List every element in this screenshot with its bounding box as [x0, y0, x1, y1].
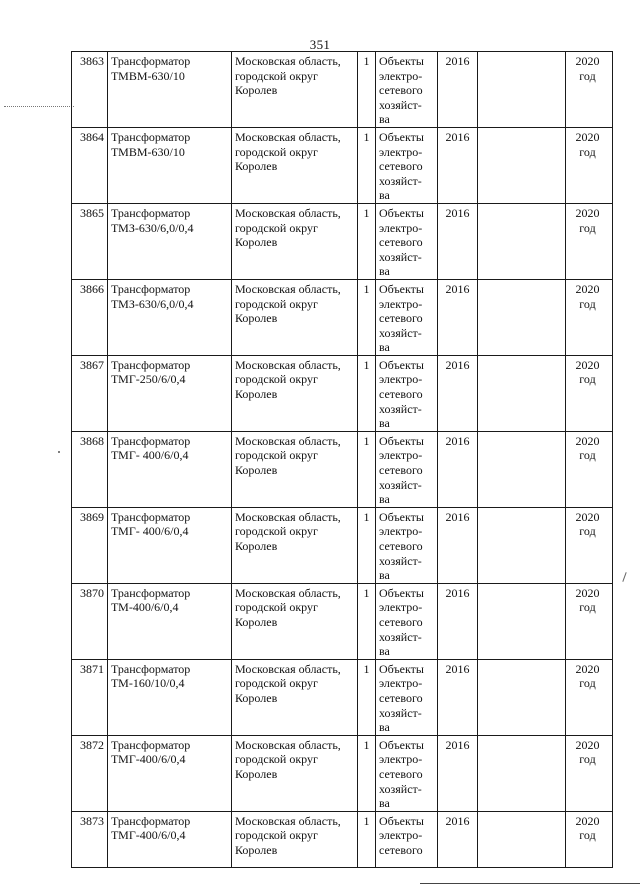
end-year-line: год: [579, 144, 596, 159]
end-year-line: год: [579, 828, 596, 843]
category-cell-line: ва: [379, 416, 390, 431]
empty-cell: [478, 127, 566, 203]
location-cell-line: городской округ: [235, 144, 318, 159]
category-cell: [376, 203, 438, 279]
equipment-name-cell: [108, 355, 232, 431]
equipment-name-cell: [108, 431, 232, 507]
location-cell-line: Королев: [235, 614, 278, 629]
location-cell-line: Королев: [235, 463, 278, 478]
location-cell: [232, 203, 358, 279]
equipment-name-cell-line: Трансформатор: [111, 357, 191, 372]
equipment-name-cell-line: Трансформатор: [111, 509, 191, 524]
location-cell-line: Московская область,: [235, 54, 341, 68]
location-cell-line: городской округ: [235, 68, 318, 83]
category-cell: [376, 583, 438, 659]
category-cell-line: Объекты: [379, 205, 424, 220]
row-number-cell: 3866: [72, 279, 108, 355]
category-cell-line: хозяйст-: [379, 249, 422, 264]
location-cell: [232, 279, 358, 355]
category-cell: [376, 52, 438, 128]
category-cell-line: ва: [379, 720, 390, 735]
category-cell-line: сетевого: [379, 463, 423, 478]
end-year-cell: [566, 203, 613, 279]
year-cell: 2016: [438, 659, 478, 735]
equipment-name-cell: [108, 507, 232, 583]
table-row: [72, 735, 613, 811]
quantity-cell: 1: [358, 355, 376, 431]
equipment-name-cell-line: Трансформатор: [111, 205, 191, 220]
location-cell-line: Королев: [235, 83, 278, 98]
end-year-block: [569, 510, 606, 539]
row-number-cell: 3864: [72, 127, 108, 203]
end-year-line: 2020: [575, 433, 600, 448]
category-cell-line: хозяйст-: [379, 705, 422, 720]
equipment-name-cell-line: ТМГ- 400/6/0,4: [111, 448, 189, 463]
equipment-name-cell-line: Трансформатор: [111, 54, 191, 68]
category-cell: [376, 507, 438, 583]
quantity-cell: 1: [358, 279, 376, 355]
location-cell-line: Московская область,: [235, 509, 341, 524]
category-cell-line: Объекты: [379, 509, 424, 524]
category-cell-line: Объекты: [379, 661, 424, 676]
location-cell-line: Московская область,: [235, 129, 341, 144]
equipment-name-cell-line: ТМ-160/10/0,4: [111, 676, 185, 691]
equipment-name-cell: [108, 735, 232, 811]
year-cell: 2016: [438, 811, 478, 867]
equipment-name-cell-line: Трансформатор: [111, 661, 191, 676]
table-row: [72, 203, 613, 279]
category-cell-line: Объекты: [379, 129, 424, 144]
location-cell-line: городской округ: [235, 220, 318, 235]
category-cell-line: электро-: [379, 524, 423, 539]
category-cell-line: Объекты: [379, 54, 424, 68]
location-cell-line: Королев: [235, 690, 278, 705]
location-cell: [232, 735, 358, 811]
quantity-cell: 1: [358, 811, 376, 867]
end-year-line: год: [579, 752, 596, 767]
table-body: [72, 52, 613, 868]
equipment-name-cell: [108, 279, 232, 355]
end-year-line: 2020: [575, 205, 600, 220]
category-cell-line: сетевого: [379, 83, 423, 98]
category-cell-line: электро-: [379, 296, 423, 311]
equipment-name-cell-line: Трансформатор: [111, 737, 191, 752]
quantity-cell: 1: [358, 431, 376, 507]
category-cell-line: сетевого: [379, 766, 423, 781]
equipment-name-cell-line: Трансформатор: [111, 129, 191, 144]
year-cell: 2016: [438, 52, 478, 128]
location-cell: [232, 583, 358, 659]
equipment-name-cell-line: ТМГ-400/6/0,4: [111, 828, 186, 843]
location-cell-line: городской округ: [235, 296, 318, 311]
end-year-line: 2020: [575, 813, 600, 828]
equipment-name-cell-line: ТМЗ-630/6,0/0,4: [111, 220, 194, 235]
empty-cell: [478, 811, 566, 867]
equipment-name-cell: [108, 583, 232, 659]
end-year-block: [569, 282, 606, 311]
category-cell-line: сетевого: [379, 539, 423, 553]
category-cell-line: хозяйст-: [379, 173, 422, 188]
location-cell-line: городской округ: [235, 524, 318, 539]
end-year-line: 2020: [575, 661, 600, 676]
location-cell: [232, 52, 358, 128]
year-cell: 2016: [438, 583, 478, 659]
end-year-block: [569, 130, 606, 159]
end-year-line: год: [579, 524, 596, 539]
category-cell-line: сетевого: [379, 235, 423, 250]
empty-cell: [478, 203, 566, 279]
category-cell: [376, 355, 438, 431]
category-cell-line: ва: [379, 492, 390, 507]
end-year-cell: [566, 431, 613, 507]
category-cell-line: ва: [379, 644, 390, 659]
table-row: [72, 355, 613, 431]
location-cell-line: Московская область,: [235, 661, 341, 676]
table-row: [72, 52, 613, 128]
equipment-name-cell-line: Трансформатор: [111, 433, 191, 448]
category-cell-line: электро-: [379, 144, 423, 159]
location-cell-line: Московская область,: [235, 205, 341, 220]
category-cell-line: сетевого: [379, 842, 423, 857]
asset-register-table: [71, 51, 613, 868]
end-year-cell: [566, 659, 613, 735]
equipment-name-cell: [108, 127, 232, 203]
row-number-cell: 3873: [72, 811, 108, 867]
scan-artifact-bottom-line: [420, 883, 640, 884]
category-cell-line: хозяйст-: [379, 553, 422, 568]
category-cell-line: Объекты: [379, 737, 424, 752]
location-cell-line: Королев: [235, 766, 278, 781]
location-cell-line: Московская область,: [235, 585, 341, 600]
location-cell-line: Королев: [235, 842, 278, 857]
location-cell-line: Московская область,: [235, 737, 341, 752]
location-cell-line: городской округ: [235, 828, 318, 843]
category-cell: [376, 811, 438, 867]
category-cell-line: сетевого: [379, 311, 423, 326]
location-cell-line: Московская область,: [235, 433, 341, 448]
end-year-cell: [566, 279, 613, 355]
equipment-name-cell-line: Трансформатор: [111, 585, 191, 600]
end-year-block: [569, 434, 606, 463]
row-number-cell: 3872: [72, 735, 108, 811]
equipment-name-cell-line: ТМЗ-630/6,0/0,4: [111, 296, 194, 311]
category-cell-line: Объекты: [379, 585, 424, 600]
category-cell-line: Объекты: [379, 281, 424, 296]
category-cell-line: Объекты: [379, 813, 424, 828]
category-cell: [376, 659, 438, 735]
category-cell-line: хозяйст-: [379, 325, 422, 340]
scan-artifact-tick: [622, 572, 626, 582]
equipment-name-cell-line: ТМ-400/6/0,4: [111, 600, 179, 615]
location-cell: [232, 431, 358, 507]
empty-cell: [478, 507, 566, 583]
equipment-name-cell-line: Трансформатор: [111, 813, 191, 828]
end-year-line: год: [579, 448, 596, 463]
location-cell-line: Московская область,: [235, 281, 341, 296]
row-number-cell: 3869: [72, 507, 108, 583]
end-year-block: [569, 662, 606, 691]
location-cell: [232, 127, 358, 203]
equipment-name-cell: [108, 203, 232, 279]
scan-artifact-dot: [58, 451, 60, 453]
location-cell-line: Королев: [235, 539, 278, 553]
year-cell: 2016: [438, 203, 478, 279]
location-cell-line: Московская область,: [235, 357, 341, 372]
category-cell-line: хозяйст-: [379, 781, 422, 796]
row-number-cell: 3863: [72, 52, 108, 128]
row-number-cell: 3870: [72, 583, 108, 659]
category-cell-line: хозяйст-: [379, 97, 422, 112]
equipment-name-cell-line: Трансформатор: [111, 281, 191, 296]
end-year-line: год: [579, 220, 596, 235]
end-year-block: [569, 738, 606, 767]
end-year-line: год: [579, 68, 596, 83]
category-cell-line: сетевого: [379, 387, 423, 402]
category-cell-line: ва: [379, 340, 390, 355]
table-row: [72, 583, 613, 659]
quantity-cell: 1: [358, 735, 376, 811]
end-year-line: год: [579, 676, 596, 691]
category-cell-line: ва: [379, 188, 390, 203]
end-year-cell: [566, 735, 613, 811]
location-cell: [232, 811, 358, 867]
end-year-line: 2020: [575, 129, 600, 144]
empty-cell: [478, 52, 566, 128]
table-row: [72, 659, 613, 735]
category-cell: [376, 279, 438, 355]
category-cell-line: сетевого: [379, 614, 423, 629]
end-year-block: [569, 358, 606, 387]
year-cell: 2016: [438, 127, 478, 203]
table-row: [72, 507, 613, 583]
empty-cell: [478, 735, 566, 811]
category-cell-line: электро-: [379, 372, 423, 387]
end-year-block: [569, 54, 606, 83]
equipment-name-cell-line: ТМГ- 400/6/0,4: [111, 524, 189, 539]
end-year-block: [569, 206, 606, 235]
category-cell-line: хозяйст-: [379, 401, 422, 416]
row-number-cell: 3868: [72, 431, 108, 507]
scan-artifact-line: [4, 106, 74, 109]
end-year-line: 2020: [575, 357, 600, 372]
equipment-name-cell-line: ТМГ-400/6/0,4: [111, 752, 186, 767]
page-number: 351: [309, 37, 331, 52]
location-cell-line: городской округ: [235, 600, 318, 615]
end-year-cell: [566, 583, 613, 659]
category-cell-line: хозяйст-: [379, 477, 422, 492]
category-cell-line: электро-: [379, 828, 423, 843]
quantity-cell: 1: [358, 507, 376, 583]
empty-cell: [478, 431, 566, 507]
empty-cell: [478, 279, 566, 355]
quantity-cell: 1: [358, 127, 376, 203]
empty-cell: [478, 355, 566, 431]
category-cell-line: ва: [379, 264, 390, 279]
end-year-block: [569, 814, 606, 843]
end-year-line: 2020: [575, 281, 600, 296]
end-year-line: 2020: [575, 54, 600, 68]
row-number-cell: 3865: [72, 203, 108, 279]
quantity-cell: 1: [358, 659, 376, 735]
location-cell-line: Московская область,: [235, 813, 341, 828]
category-cell-line: Объекты: [379, 357, 424, 372]
category-cell: [376, 127, 438, 203]
equipment-name-cell-line: ТМВМ-630/10: [111, 68, 185, 83]
location-cell: [232, 355, 358, 431]
category-cell-line: ва: [379, 796, 390, 811]
end-year-cell: [566, 811, 613, 867]
empty-cell: [478, 659, 566, 735]
category-cell-line: сетевого: [379, 690, 423, 705]
quantity-cell: 1: [358, 203, 376, 279]
category-cell-line: электро-: [379, 68, 423, 83]
location-cell: [232, 659, 358, 735]
category-cell: [376, 431, 438, 507]
category-cell-line: сетевого: [379, 159, 423, 174]
equipment-name-cell: [108, 659, 232, 735]
equipment-name-cell-line: ТМГ-250/6/0,4: [111, 372, 186, 387]
location-cell-line: городской округ: [235, 676, 318, 691]
equipment-name-cell: [108, 811, 232, 867]
table-row: [72, 811, 613, 867]
end-year-cell: [566, 127, 613, 203]
table-row: [72, 279, 613, 355]
end-year-cell: [566, 507, 613, 583]
end-year-line: год: [579, 372, 596, 387]
category-cell-line: Объекты: [379, 433, 424, 448]
location-cell-line: Королев: [235, 387, 278, 402]
location-cell-line: городской округ: [235, 372, 318, 387]
year-cell: 2016: [438, 507, 478, 583]
end-year-line: 2020: [575, 737, 600, 752]
equipment-name-cell-line: ТМВМ-630/10: [111, 144, 185, 159]
category-cell-line: ва: [379, 112, 390, 127]
equipment-name-cell: [108, 52, 232, 128]
year-cell: 2016: [438, 279, 478, 355]
row-number-cell: 3867: [72, 355, 108, 431]
end-year-line: 2020: [575, 509, 600, 524]
location-cell-line: Королев: [235, 235, 278, 250]
quantity-cell: 1: [358, 583, 376, 659]
category-cell-line: электро-: [379, 448, 423, 463]
end-year-block: [569, 586, 606, 615]
end-year-cell: [566, 355, 613, 431]
location-cell-line: городской округ: [235, 448, 318, 463]
row-number-cell: 3871: [72, 659, 108, 735]
year-cell: 2016: [438, 735, 478, 811]
category-cell: [376, 735, 438, 811]
end-year-line: год: [579, 600, 596, 615]
end-year-line: 2020: [575, 585, 600, 600]
location-cell-line: Королев: [235, 159, 278, 174]
category-cell-line: электро-: [379, 220, 423, 235]
table-row: [72, 127, 613, 203]
location-cell-line: Королев: [235, 311, 278, 326]
empty-cell: [478, 583, 566, 659]
year-cell: 2016: [438, 431, 478, 507]
category-cell-line: ва: [379, 568, 390, 583]
category-cell-line: электро-: [379, 600, 423, 615]
category-cell-line: электро-: [379, 676, 423, 691]
end-year-cell: [566, 52, 613, 128]
location-cell: [232, 507, 358, 583]
quantity-cell: 1: [358, 52, 376, 128]
category-cell-line: электро-: [379, 752, 423, 767]
end-year-line: год: [579, 296, 596, 311]
category-cell-line: хозяйст-: [379, 629, 422, 644]
location-cell-line: городской округ: [235, 752, 318, 767]
year-cell: 2016: [438, 355, 478, 431]
table-row: [72, 431, 613, 507]
